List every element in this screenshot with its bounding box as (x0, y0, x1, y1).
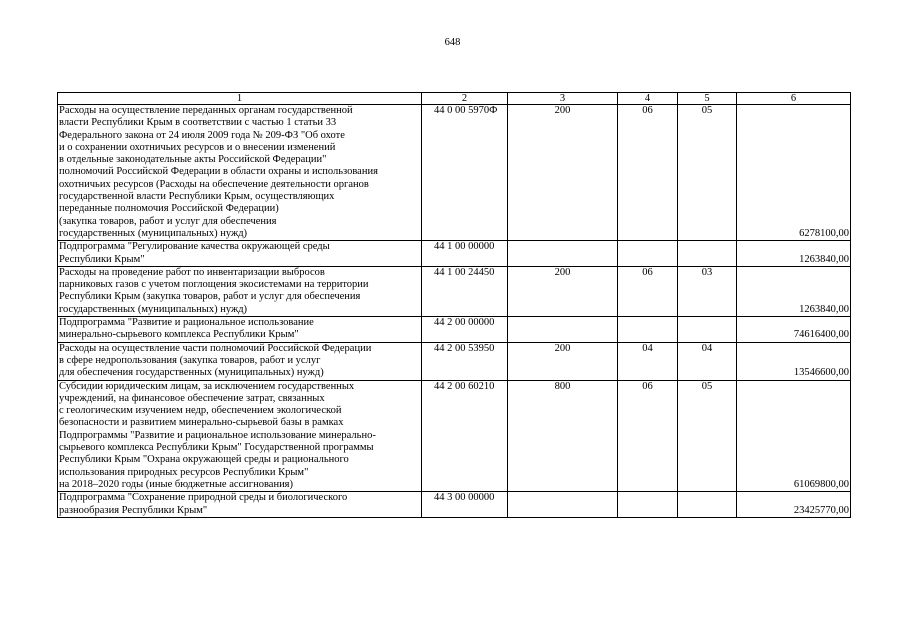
section (618, 492, 678, 518)
header-cell: 6 (737, 93, 851, 105)
subsection: 04 (678, 342, 737, 380)
expense-name: Расходы на осуществление части полномочий Российской Федерации в сфере недропользования (закупка товаров, работ и услуг для обеспечения государственных (муниципальных) нужд) (58, 342, 422, 380)
target-article-code: 44 3 00 00000 (422, 492, 508, 518)
header-cell: 3 (508, 93, 618, 105)
header-cell: 2 (422, 93, 508, 105)
expense-type (508, 241, 618, 267)
table-row (58, 317, 851, 343)
table-row (58, 380, 851, 492)
expense-type (508, 317, 618, 343)
subsection (678, 241, 737, 267)
table-row (58, 342, 851, 380)
section: 06 (618, 105, 678, 241)
target-article-code: 44 2 00 00000 (422, 317, 508, 343)
amount: 61069800,00 (737, 380, 851, 492)
amount: 1263840,00 (737, 241, 851, 267)
table-row (58, 266, 851, 316)
subsection (678, 492, 737, 518)
target-article-code: 44 2 00 53950 (422, 342, 508, 380)
expense-type: 200 (508, 105, 618, 241)
expense-type (508, 492, 618, 518)
section: 06 (618, 266, 678, 316)
budget-table (57, 92, 851, 518)
subsection: 03 (678, 266, 737, 316)
subsection: 05 (678, 380, 737, 492)
target-article-code: 44 2 00 60210 (422, 380, 508, 492)
section (618, 317, 678, 343)
expense-name: Субсидии юридическим лицам, за исключением государственных учреждений, на финансовое обеспечение затрат, связанных с геологическим изучением недр, обеспечением экологической безопасности и развитием минерально-сырьевой базы в рамках Подпрограммы "Развитие и рациональное использование минерально- сырьевого комплекса Республики Крым" Государственной программы Республики Крым "Охрана окружающей среды и рационального использования природных ресурсов Республики Крым" на 2018–2020 годы (иные бюджетные ассигнования) (58, 380, 422, 492)
header-cell: 5 (678, 93, 737, 105)
subsection: 05 (678, 105, 737, 241)
amount: 1263840,00 (737, 266, 851, 316)
expense-name: Подпрограмма "Развитие и рациональное использование минерально-сырьевого комплекса Республики Крым" (58, 317, 422, 343)
target-article-code: 44 1 00 00000 (422, 241, 508, 267)
subsection (678, 317, 737, 343)
expense-type: 200 (508, 266, 618, 316)
page-number: 648 (444, 37, 461, 48)
expense-type: 200 (508, 342, 618, 380)
amount: 23425770,00 (737, 492, 851, 518)
section (618, 241, 678, 267)
target-article-code: 44 0 00 5970Ф (422, 105, 508, 241)
table-header-row (58, 93, 851, 105)
table-row (58, 492, 851, 518)
expense-type: 800 (508, 380, 618, 492)
amount: 13546600,00 (737, 342, 851, 380)
section: 06 (618, 380, 678, 492)
expense-name: Подпрограмма "Сохранение природной среды и биологического разнообразия Республики Крым" (58, 492, 422, 518)
section: 04 (618, 342, 678, 380)
expense-name: Расходы на осуществление переданных органам государственной власти Республики Крым в соответствии с частью 1 статьи 33 Федерального закона от 24 июля 2009 года № 209-ФЗ "Об охоте и о сохранении охотничьих ресурсов и о внесении изменений в отдельные законодательные акты Российской Федерации" полномочий Российской Федерации в области охраны и использования охотничьих ресурсов (Расходы на обеспечение деятельности органов государственной власти Республики Крым, осуществляющих переданные полномочия Российской Федерации) (закупка товаров, работ и услуг для обеспечения государственных (муниципальных) нужд) (58, 105, 422, 241)
amount: 6278100,00 (737, 105, 851, 241)
table-row (58, 241, 851, 267)
header-cell: 1 (58, 93, 422, 105)
expense-name: Расходы на проведение работ по инвентаризации выбросов парниковых газов с учетом поглощения экосистемами на территории Республики Крым (закупка товаров, работ и услуг для обеспечения государственных (муниципальных) нужд) (58, 266, 422, 316)
amount: 74616400,00 (737, 317, 851, 343)
expense-name: Подпрограмма "Регулирование качества окружающей среды Республики Крым" (58, 241, 422, 267)
target-article-code: 44 1 00 24450 (422, 266, 508, 316)
header-cell: 4 (618, 93, 678, 105)
table-row (58, 105, 851, 241)
